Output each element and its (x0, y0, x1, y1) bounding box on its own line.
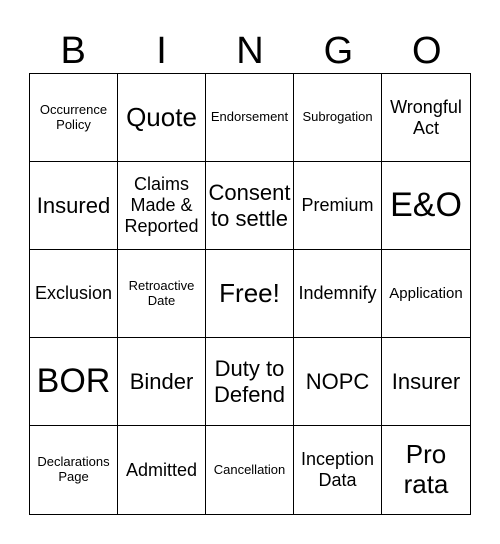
bingo-cell-subrogation[interactable]: Subrogation (294, 74, 382, 162)
bingo-cell-pro-rata[interactable]: Pro rata (403, 439, 449, 499)
bingo-cell-declarations-page[interactable]: Declarations Page (30, 426, 118, 514)
bingo-cell-nopc[interactable]: NOPC (294, 338, 382, 426)
bingo-board (29, 73, 471, 515)
bingo-cell-retroactive-date[interactable]: Retroactive Date (118, 250, 206, 338)
bingo-cell-free-space[interactable]: Free! (206, 250, 294, 338)
header-letter-n: N (236, 30, 264, 72)
header-letter-i: I (156, 30, 167, 72)
bingo-cell-exclusion[interactable]: Exclusion (30, 250, 118, 338)
bingo-cell-insured[interactable]: Insured (30, 162, 118, 250)
bingo-cell-consent-to-settle[interactable]: Consent to settle (206, 162, 294, 250)
bingo-cell-binder[interactable]: Binder (118, 338, 206, 426)
bingo-cell-inception-data[interactable]: Inception Data (294, 426, 382, 514)
bingo-cell-premium[interactable]: Premium (294, 162, 382, 250)
bingo-cell-occurrence-policy[interactable]: Occurrence Policy (30, 74, 118, 162)
bingo-cell-insurer[interactable]: Insurer (382, 338, 470, 426)
bingo-header (29, 28, 471, 74)
bingo-cell-endorsement[interactable]: Endorsement (206, 74, 294, 162)
bingo-cell-application[interactable]: Application (382, 250, 470, 338)
bingo-cell-claims-made-reported[interactable]: Claims Made & Reported (118, 162, 206, 250)
bingo-cell-wrongful-act[interactable]: Wrongful Act (382, 74, 470, 162)
bingo-cell-admitted[interactable]: Admitted (118, 426, 206, 514)
bingo-cell-duty-to-defend[interactable]: Duty to Defend (206, 338, 294, 426)
bingo-cell-e-and-o[interactable]: E&O (382, 162, 470, 250)
header-letter-g: G (323, 30, 354, 72)
header-letter-o: O (411, 30, 442, 72)
bingo-cell-cancellation[interactable]: Cancellation (206, 426, 294, 514)
header-letter-b: B (60, 30, 86, 72)
bingo-cell-quote[interactable]: Quote (118, 74, 206, 162)
bingo-cell-indemnify[interactable]: Indemnify (294, 250, 382, 338)
bingo-cell-bor[interactable]: BOR (30, 338, 118, 426)
